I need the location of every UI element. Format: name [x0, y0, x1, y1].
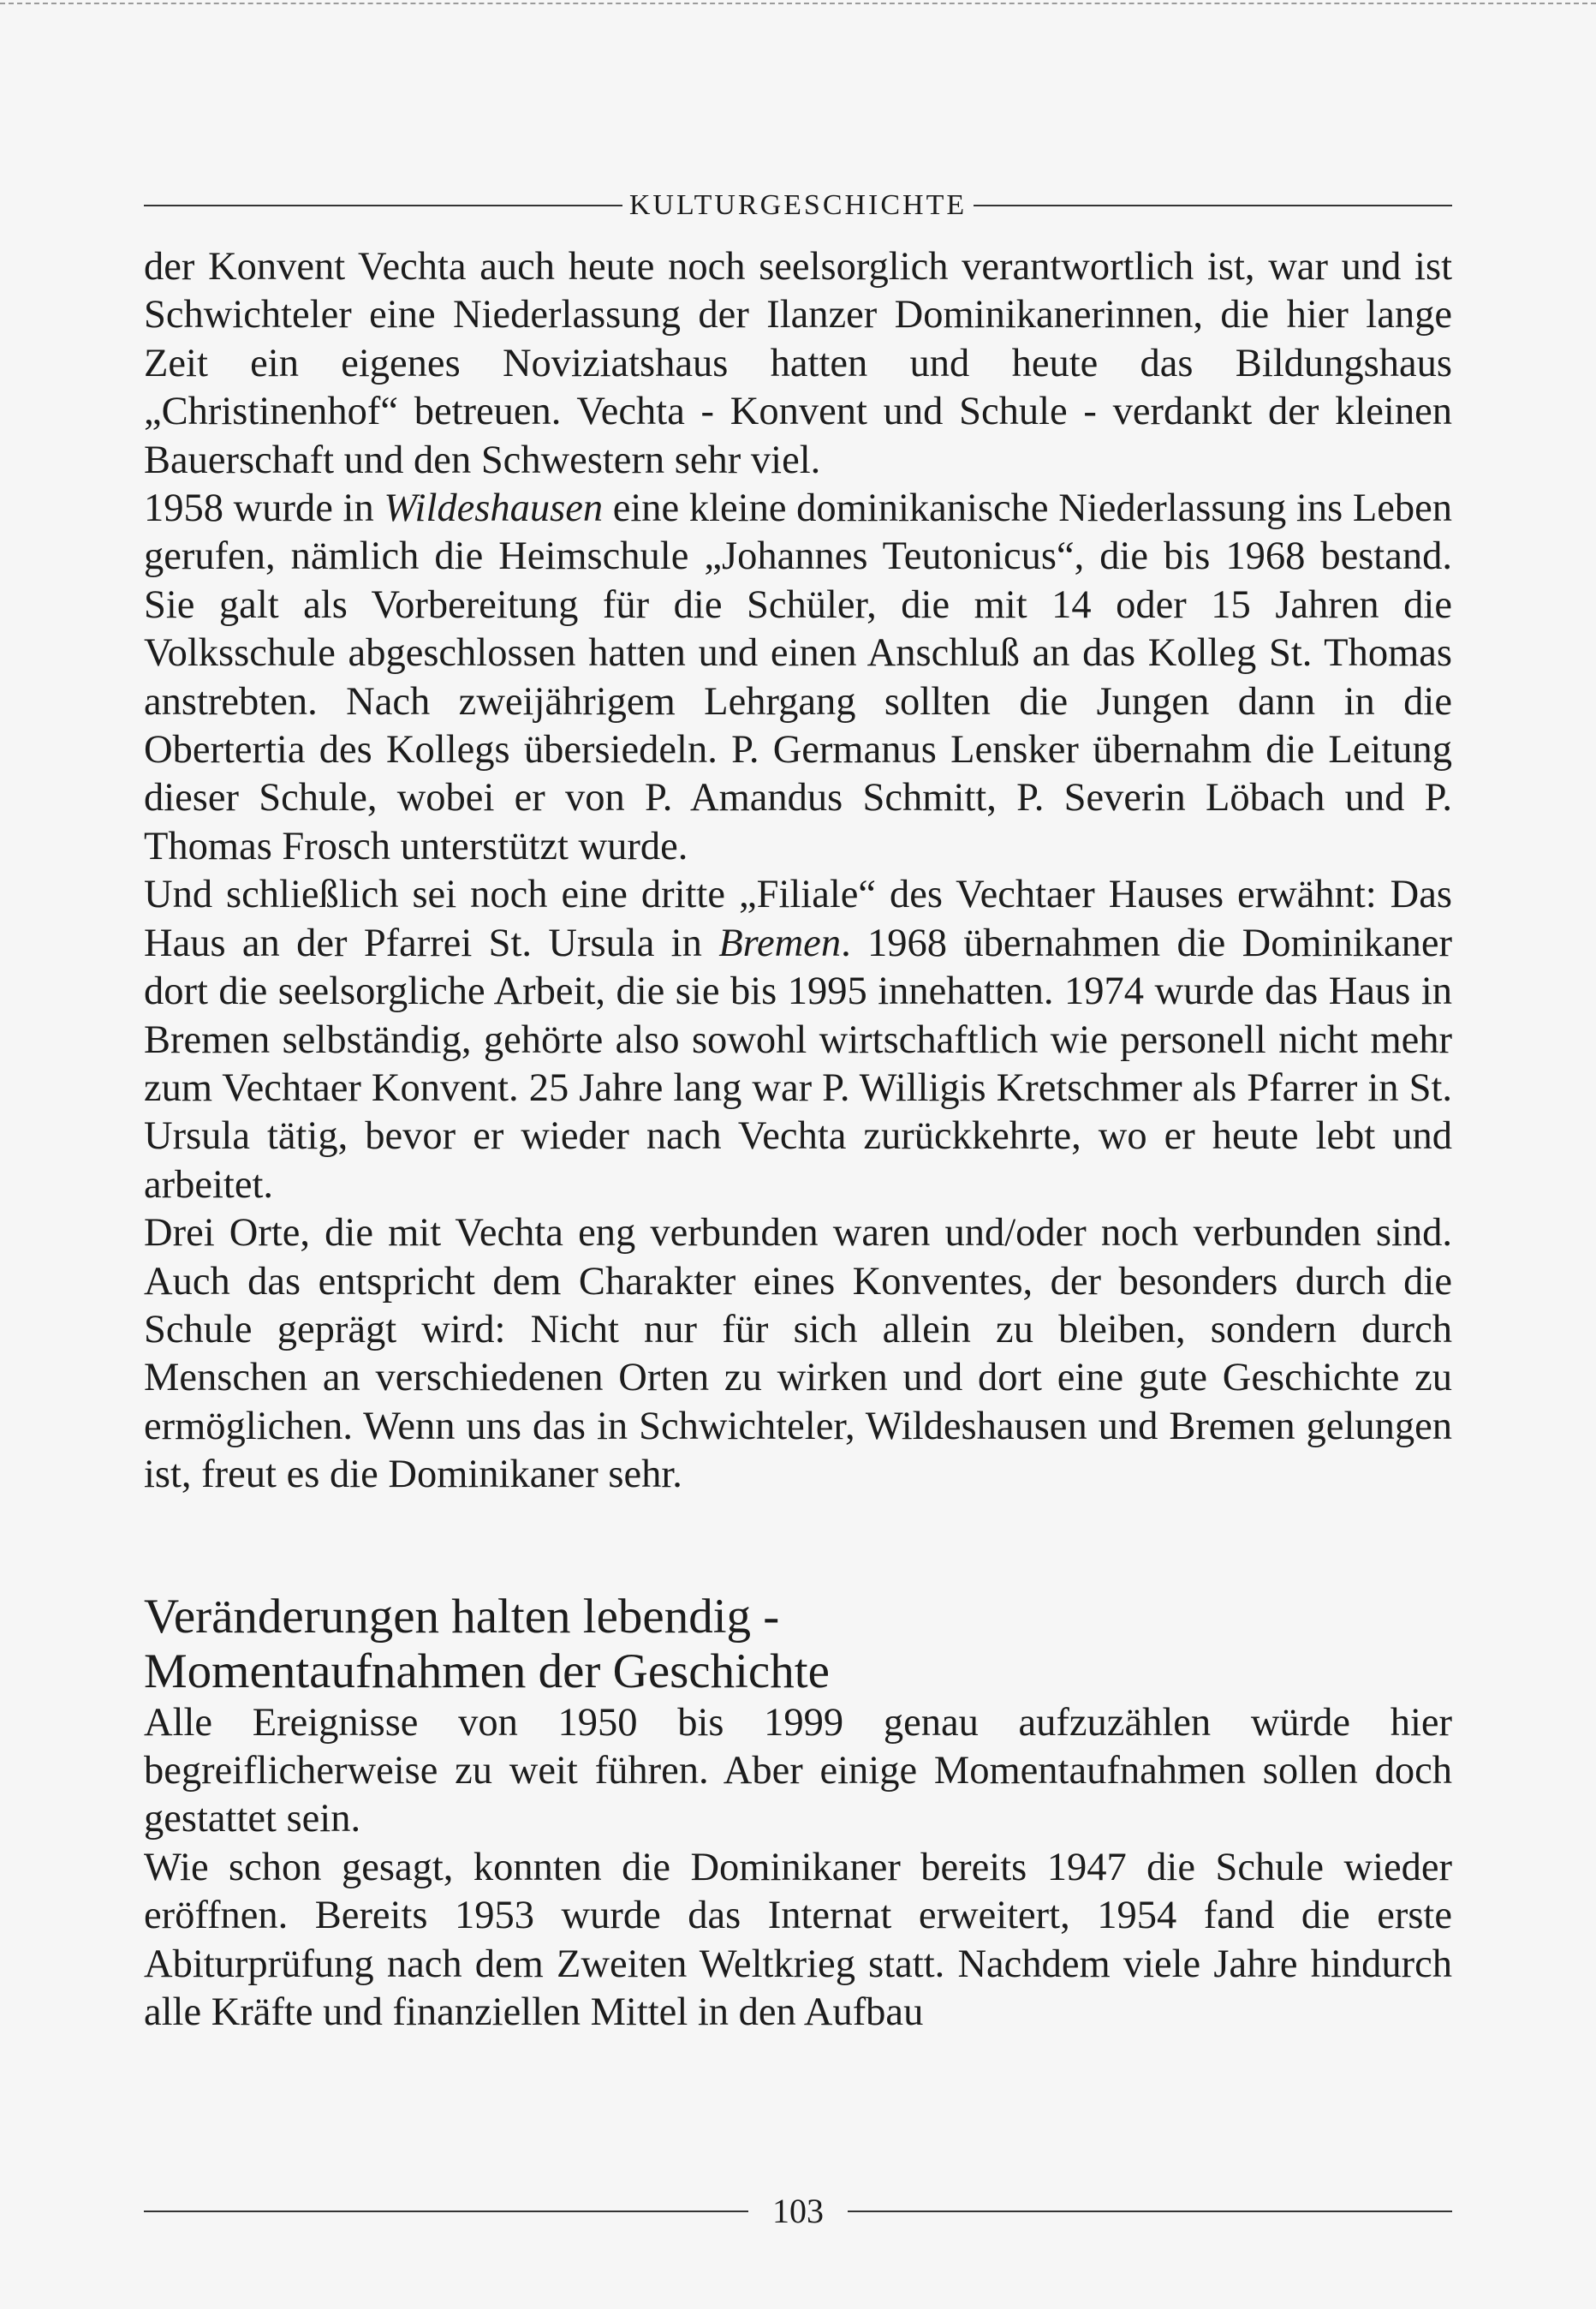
section-heading: [144, 1590, 1452, 1699]
paragraph-ereignisse: Alle Ereignisse von 1950 bis 1999 genau aufzuzählen würde hier begreiflicherweise zu weit führen. Aber einige Momentaufnahmen sollen doch gestattet sein.: [144, 1700, 1452, 1841]
place-name-bremen: Bremen: [718, 921, 842, 965]
page-footer: [144, 2186, 1452, 2237]
footer-rule-right: [848, 2211, 1452, 2212]
place-name-wildeshausen: Wildeshausen: [384, 486, 604, 531]
text-run: 1958 wurde in: [144, 486, 384, 531]
paragraph-schwichteler: der Konvent Vechta auch heute noch seelsorglich verantwortlich ist, war und ist Schwichteler eine Niederlassung der Ilanzer Dominikanerinnen, die hier lange Zeit ein eigenes Noviziatshaus hatten und heute das Bildungshaus „Christinenhof“ betreuen. Vechta - Konvent und Schule - verdankt der kleinen Bauerschaft und den Schwestern sehr viel.: [144, 245, 1452, 482]
paragraph-bremen: [144, 871, 1452, 1209]
book-page: [144, 180, 1452, 2252]
body-text: [144, 243, 1452, 2037]
text-run: . 1968 übernahmen die Dominikaner dort die seelsorgliche Arbeit, die sie bis 1995 innehatten. 1974 wurde das Haus in Bremen selbständig, gehörte also sowohl wirtschaftlich wie personell nicht mehr zum Vechtaer Konvent. 25 Jahre lang war P. Willigis Kretschmer als Pfarrer in St. Ursula tätig, bevor er wieder nach Vechta zurückkehrte, wo er heute lebt und arbeitet.: [144, 921, 1452, 1207]
running-head: [144, 180, 1452, 231]
section-heading-line-1: Veränderungen halten lebendig -: [144, 1589, 780, 1644]
paragraph-wildeshausen: [144, 485, 1452, 871]
text-run: eine kleine dominikanische Niederlassung ins Leben gerufen, nämlich die Heimschule „Johannes Teutonicus“, die bis 1968 bestand. Sie galt als Vorbereitung für die Schüler, die mit 14 oder 15 Jahren die Volksschule abgeschlossen hatten und einen Anschluß an das Kolleg St. Thomas anstrebten. Nach zweijährigem Lehrgang sollten die Jungen dann in die Obertertia des Kollegs übersiedeln. P. Germanus Lensker übernahm die Leitung dieser Schule, wobei er von P. Amandus Schmitt, P. Severin Löbach und P. Thomas Frosch unterstützt wurde.: [144, 486, 1453, 868]
paragraph-schule-eroeffnung: Wie schon gesagt, konnten die Dominikaner bereits 1947 die Schule wieder eröffnen. Bereits 1953 wurde das Internat erweitert, 1954 fand die erste Abiturprüfung nach dem Zweiten Weltkrieg statt. Nachdem viele Jahre hindurch alle Kräfte und finanziellen Mittel in den Aufbau: [144, 1845, 1452, 2034]
text-run: Und schließlich sei noch eine dritte „Filiale“ des Vechtaer Hauses erwähnt: Das Haus an der Pfarrei St. Ursula in: [144, 873, 1452, 965]
running-head-rule-left: [144, 205, 622, 206]
running-head-title: KULTURGESCHICHTE: [628, 189, 968, 221]
scan-edge-line: [0, 3, 1596, 4]
paragraph-drei-orte: Drei Orte, die mit Vechta eng verbunden waren und/oder noch verbunden sind. Auch das entspricht dem Charakter eines Konventes, der besonders durch die Schule geprägt wird: Nicht nur für sich allein zu bleiben, sondern durch Menschen an verschiedenen Orten zu wirken und dort eine gute Geschichte zu ermöglichen. Wenn uns das in Schwichteler, Wildeshausen und Bremen gelungen ist, freut es die Dominikaner sehr.: [144, 1211, 1452, 1497]
running-head-rule-right: [974, 205, 1452, 206]
footer-rule-left: [144, 2211, 748, 2212]
page-number: 103: [772, 2192, 824, 2230]
section-heading-line-2: Momentaufnahmen der Geschichte: [144, 1644, 830, 1698]
